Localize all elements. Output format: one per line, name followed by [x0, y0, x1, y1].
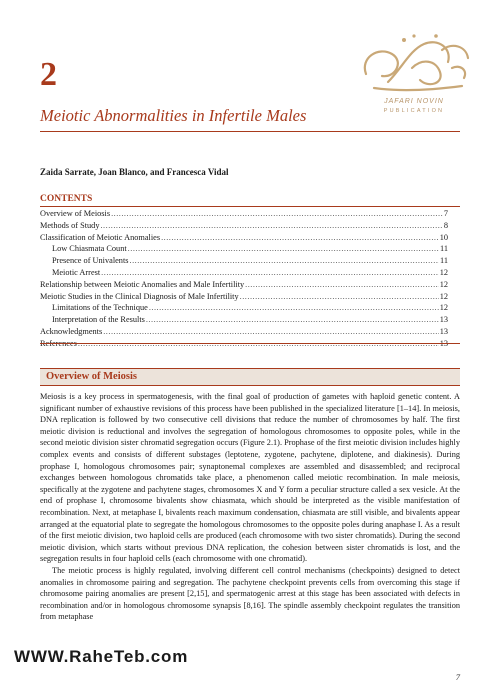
contents-item[interactable]: [40, 267, 448, 279]
contents-item[interactable]: [40, 314, 448, 326]
section-title: Overview of Meiosis: [46, 371, 137, 382]
contents-divider-bottom: [40, 343, 460, 344]
contents-item-page: 12: [439, 291, 448, 301]
contents-item-label: Meiotic Arrest: [52, 267, 101, 277]
contents-item-label: Presence of Univalents: [52, 256, 129, 266]
title-divider: [40, 131, 460, 132]
contents-divider-top: [40, 206, 460, 207]
contents-item-page: 13: [439, 315, 448, 325]
contents-item-page: 13: [439, 326, 448, 336]
contents-item-label: Acknowledgments: [40, 326, 103, 336]
contents-leader-dots: [245, 279, 439, 291]
watermark-text: WWW.RaheTeb.com: [14, 647, 189, 666]
contents-item[interactable]: [40, 232, 448, 244]
contents-item[interactable]: [40, 326, 448, 338]
contents-item-page: 11: [440, 244, 448, 254]
logo-brand-text: JAFARI NOVIN: [384, 98, 444, 105]
contents-list: [40, 208, 448, 350]
contents-leader-dots: [240, 291, 439, 303]
logo-sub-text: PUBLICATION: [383, 108, 445, 114]
contents-leader-dots: [103, 326, 438, 338]
watermark-band: [0, 644, 500, 670]
contents-item[interactable]: [40, 220, 448, 232]
contents-item-label: Meiotic Studies in the Clinical Diagnosis of Male Infertility: [40, 291, 239, 301]
contents-item-page: 12: [439, 279, 448, 289]
contents-item-page: 12: [439, 303, 448, 313]
contents-item-page: 11: [440, 256, 448, 266]
contents-item-label: Methods of Study: [40, 220, 100, 230]
contents-item-label: Low Chiasmata Count: [52, 244, 127, 254]
contents-item-label: Interpretation of the Results: [52, 315, 145, 325]
contents-item[interactable]: [40, 208, 448, 220]
chapter-title: Meiotic Abnormalities in Infertile Males: [40, 106, 307, 125]
chapter-number: 2: [40, 56, 57, 93]
body-paragraph: The meiotic process is highly regulated, involving different cell control mechanisms (checkpoints) designed to detect anomalies in chromosome pairing and segregation. The pachytene checkpoint prevents cells from overcoming this stage if chromosome pairing anomalies are present [2,15], and spermatogenic arrest at this stage has been associated with defects in recombination and/or in homologous chromosome synapsis [8,16]. The spindle assembly checkpoint regulates the transition from metaphase: [40, 565, 460, 622]
contents-item-page: 8: [443, 220, 448, 230]
contents-item-page: 10: [439, 232, 448, 242]
contents-leader-dots: [161, 232, 439, 244]
contents-item[interactable]: [40, 302, 448, 314]
contents-item-label: Classification of Meiotic Anomalies: [40, 232, 161, 242]
contents-leader-dots: [101, 267, 439, 279]
publisher-logo: [352, 28, 476, 120]
contents-leader-dots: [100, 220, 442, 232]
calligraphy-logo-icon: [352, 28, 476, 98]
body-paragraph: Meiosis is a key process in spermatogenesis, with the final goal of production of gametes with haploid genetic content. A significant number of exhaustive revisions of this process have been published in the specialized literature [1–14]. In meiosis, DNA replication is followed by two consecutive cell divisions that reduce the number of chromosomes by half. The first meiotic division is reductional and involves the segregation of homologous chromosomes to opposite poles, while in the second meiotic division sister chromatid segregation occurs (Figure 2.1). Prophase of the first meiotic division includes highly complex events and consists of different substages (leptotene, zygotene, pachytene, diplotene, and diakinesis). During prophase I, homologous chromosomes pair; synaptonemal complexes are assembled and disassembled; and reciprocal exchanges between homologous chromatids take place, a phenomenon called meiotic recombination. In male meiosis, specifically at the zygotene and pachytene stages, chromosomes X and Y form a peculiar structure called a sex vesicle. At the end of prophase I, chromosome bivalents show chiasmata, which should be interpreted as the visible manifestation of recombination. Next, at metaphase I, bivalents reach maximum condensation, chiasmata are still visible, and bivalents appear arranged at the equatorial plate to segregate the homologous chromosomes to the opposite poles during anaphase I. As a result of the first meiotic division, two haploid cells are produced (each chromosome with two sister chromatids). During the second meiotic division, which starts without previous DNA replication, the cohesion between sister chromatids is lost, and the segregation results in four haploid cells (each chromosome with one chromatid).: [40, 392, 460, 564]
contents-heading: CONTENTS: [40, 194, 93, 204]
contents-item-label: Relationship between Meiotic Anomalies and Male Infertility: [40, 279, 245, 289]
page-number: 7: [455, 672, 460, 682]
contents-item[interactable]: [40, 243, 448, 255]
contents-item-page: 12: [439, 267, 448, 277]
contents-item-label: Limitations of the Technique: [52, 303, 148, 313]
contents-leader-dots: [146, 314, 439, 326]
contents-leader-dots: [111, 208, 443, 220]
contents-item-page: 7: [443, 209, 448, 218]
contents-leader-dots: [149, 302, 439, 314]
contents-item-label: Overview of Meiosis: [40, 209, 111, 218]
section-body: [40, 391, 460, 669]
contents-leader-dots: [128, 243, 439, 255]
contents-leader-dots: [130, 255, 440, 267]
authors-line: Zaida Sarrate, Joan Blanco, and Francesca Vidal: [40, 167, 229, 177]
section-header: [40, 368, 460, 386]
contents-item[interactable]: [40, 279, 448, 291]
contents-item[interactable]: [40, 255, 448, 267]
contents-item[interactable]: [40, 291, 448, 303]
